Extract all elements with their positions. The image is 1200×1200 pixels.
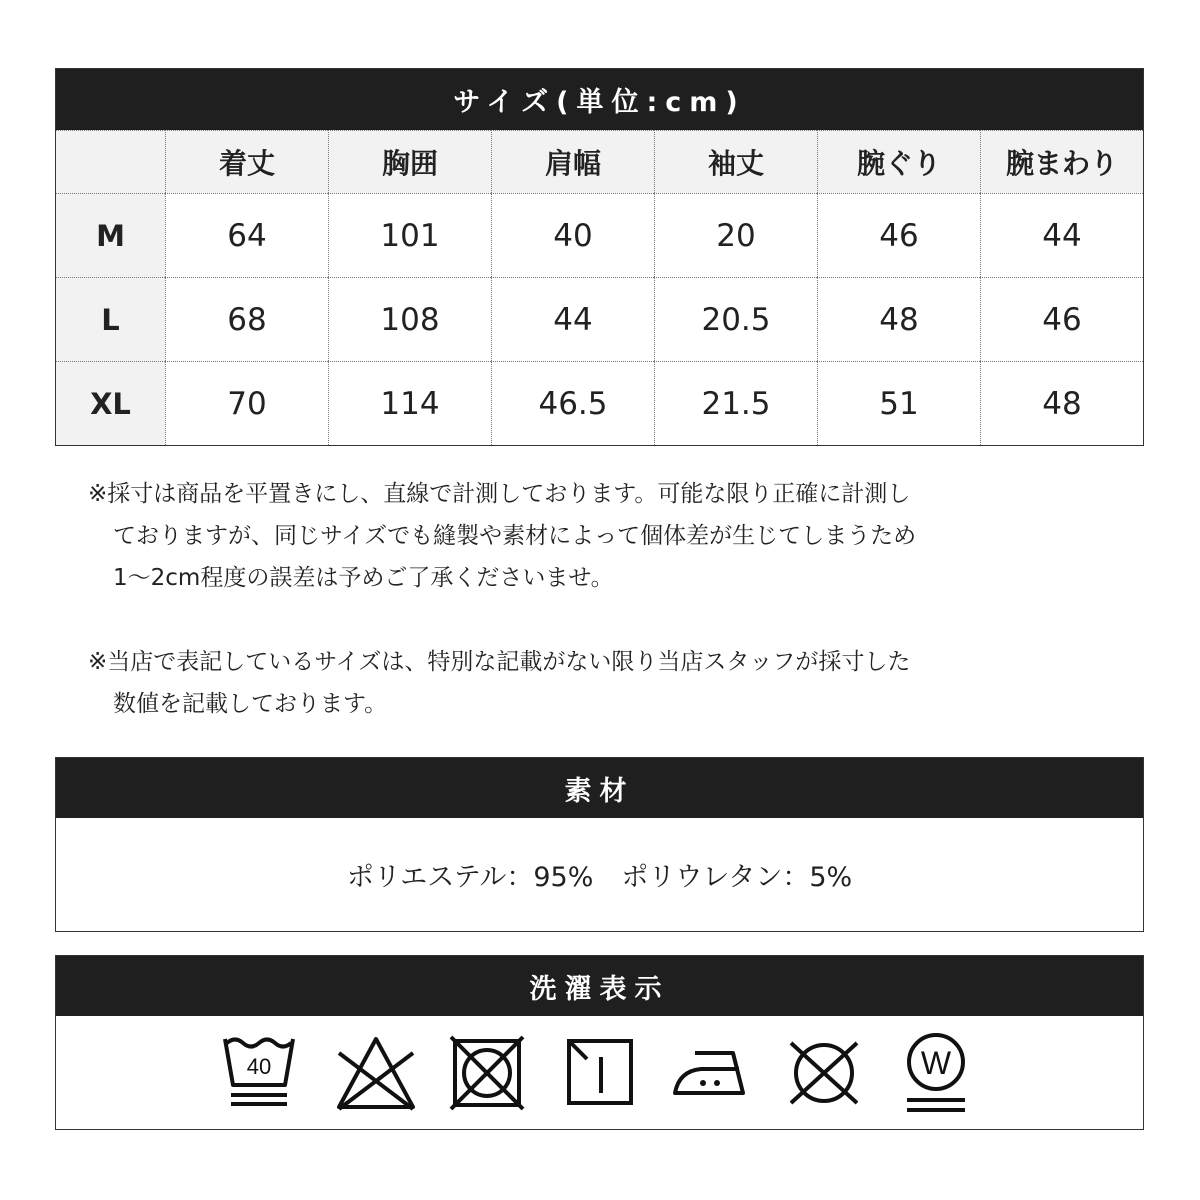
table-cell: 44 [980, 193, 1143, 277]
no-bleach-icon [320, 1029, 432, 1117]
column-header: 着丈 [165, 130, 328, 193]
wet-clean-gentle-icon [880, 1029, 992, 1117]
table-cell: 68 [165, 277, 328, 361]
column-header: 袖丈 [654, 130, 817, 193]
table-cell: 51 [817, 361, 980, 445]
table-cell: 101 [328, 193, 491, 277]
corner-cell [56, 130, 165, 193]
size-table-title: サイズ(単位:cm) [56, 69, 1143, 130]
table-cell: 20 [654, 193, 817, 277]
material-body [56, 818, 1143, 931]
table-cell: 46 [817, 193, 980, 277]
note-line: ておりますが、同じサイズでも縫製や素材によって個体差が生じてしまうため [113, 523, 917, 549]
material-section [55, 757, 1144, 932]
material-item: ポリエステル：95% [346, 862, 594, 893]
table-cell: 64 [165, 193, 328, 277]
washtub-40-gentle-icon [208, 1029, 320, 1117]
measurement-note [88, 473, 916, 599]
material-item: ポリウレタン：5% [621, 862, 853, 893]
size-label: L [56, 277, 165, 361]
care-icons [56, 1016, 1143, 1129]
column-header: 腕まわり [980, 130, 1143, 193]
column-header: 肩幅 [491, 130, 654, 193]
table-cell: 108 [328, 277, 491, 361]
no-dry-clean-icon [768, 1029, 880, 1117]
note-line: 数値を記載しております。 [113, 691, 388, 717]
no-tumble-dry-icon [432, 1029, 544, 1117]
material-title: 素材 [56, 758, 1143, 818]
iron-low-icon [656, 1029, 768, 1117]
table-cell: 70 [165, 361, 328, 445]
table-cell: 46.5 [491, 361, 654, 445]
table-cell: 20.5 [654, 277, 817, 361]
note-line: ※採寸は商品を平置きにし、直線で計測しております。可能な限り正確に計測し [88, 481, 911, 507]
size-table [55, 68, 1144, 446]
table-cell: 21.5 [654, 361, 817, 445]
staff-note [88, 641, 910, 725]
column-header: 胸囲 [328, 130, 491, 193]
note-line: ※当店で表記しているサイズは、特別な記載がない限り当店スタッフが採寸した [88, 649, 911, 675]
column-header: 腕ぐり [817, 130, 980, 193]
note-line: 1～2cm程度の誤差は予めご了承くださいませ。 [113, 565, 614, 591]
care-title: 洗濯表示 [56, 956, 1143, 1016]
table-cell: 40 [491, 193, 654, 277]
care-section [55, 955, 1144, 1130]
size-label: XL [56, 361, 165, 445]
table-cell: 44 [491, 277, 654, 361]
table-cell: 48 [817, 277, 980, 361]
table-cell: 114 [328, 361, 491, 445]
table-cell: 46 [980, 277, 1143, 361]
size-label: M [56, 193, 165, 277]
line-dry-shade-icon [544, 1029, 656, 1117]
size-grid [56, 130, 1143, 445]
wet-clean-letter: W [920, 1044, 951, 1081]
wash-temp-label: 40 [246, 1053, 271, 1079]
table-cell: 48 [980, 361, 1143, 445]
